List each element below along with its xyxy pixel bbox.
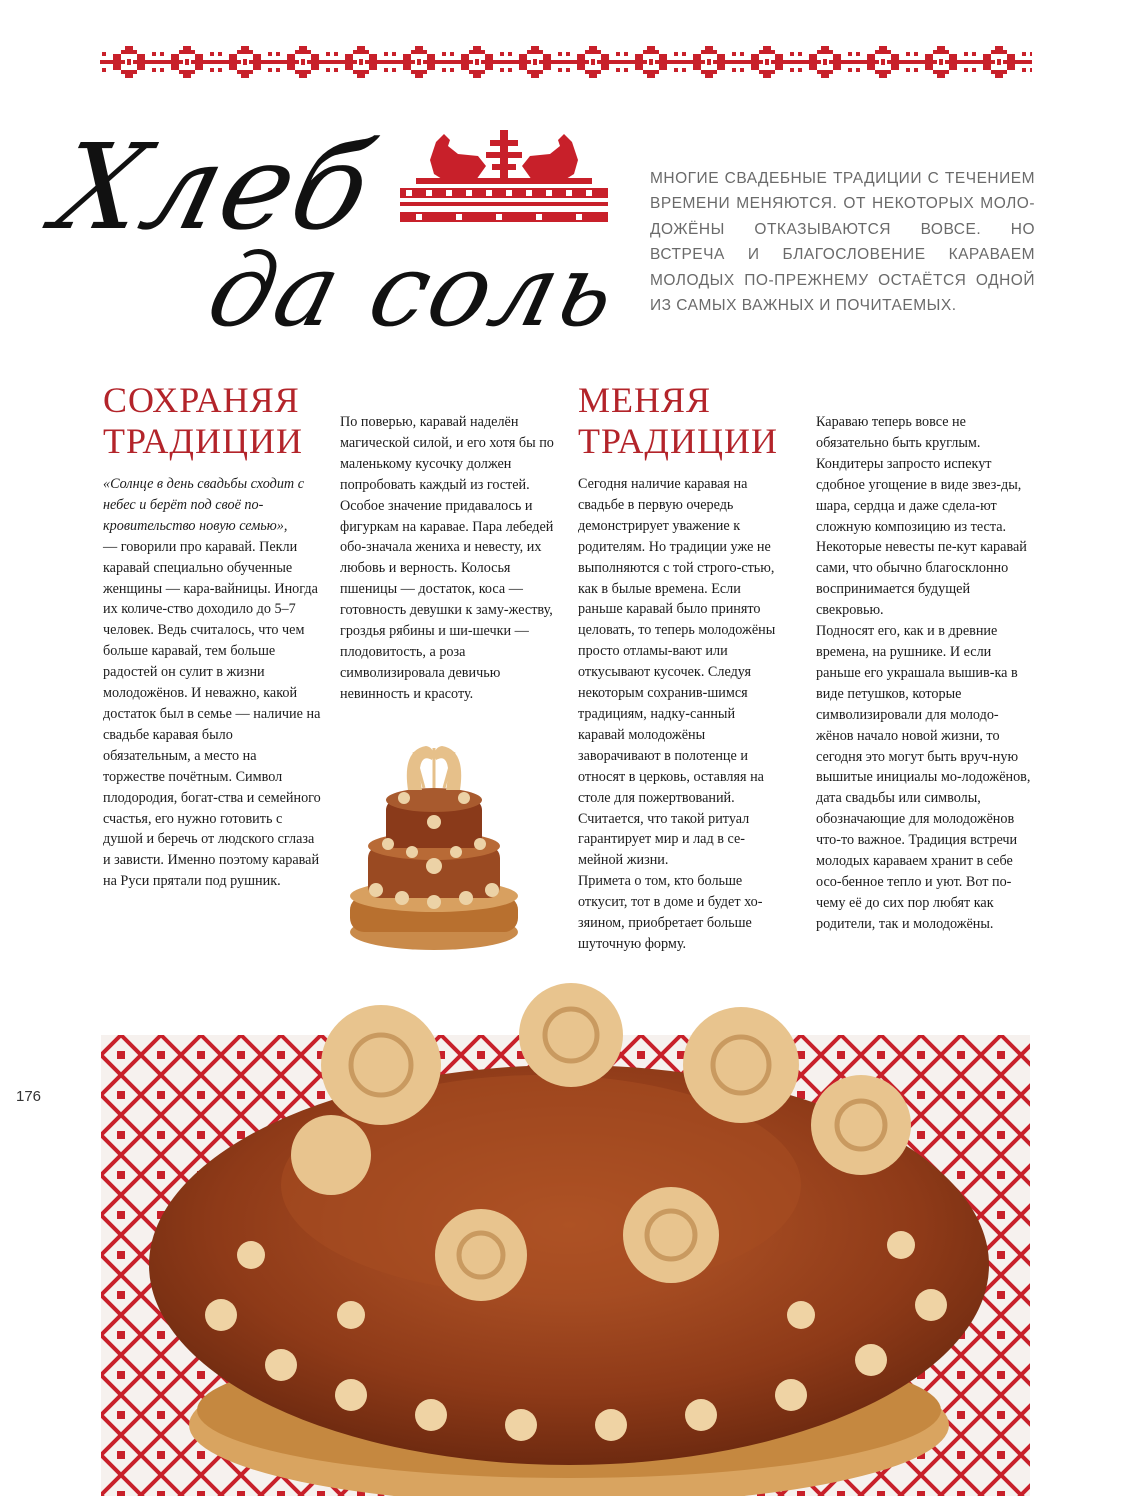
article-paragraph: Караваю теперь вовсе не обязательно быть круглым. Кондитеры запросто испекут сдобное угощение в виде звез-ды, шара, сердца и даже сдела-ют сложную композицию из теста. Некоторые невесты пе-кут каравай сами, что обычно благосклонно воспринимается будущей свекровью. xyxy=(816,414,1027,619)
article-column-1 xyxy=(103,474,321,892)
heading-line: МЕНЯЯ xyxy=(578,380,712,420)
article-paragraph: Подносят его, как и в древние времена, на рушнике. И если раньше его украшала вышив-ка в виде петушков, которые символизировали для молодо-жёнов начало новой жизни, то сегодня это могут быть вруч-ную вышитые инициалы мо-лодожёнов, дата свадьбы или символы, обозначающие для молодожёнов что-то важное. Традиция встречи молодых караваем хранит в себе осо-бенное тепло и уют. Вот по-чему её до сих пор любят как родители, так и молодожёны. xyxy=(816,623,1031,932)
title-line-2: да соль xyxy=(197,232,630,349)
section-heading-changing xyxy=(578,380,808,462)
article-paragraph: Сегодня наличие каравая на свадьбе в первую очередь демонстрирует уважение к родителям. Но традиции уже не выполняются с той строго-стью, как в былые времена. Если раньше каравай было принято целовать, то теперь молодожёны просто отламы-вают или откусывают кусочек. Следуя некоторым сохранив-шимся традициям, надку-санный каравай молодожёны заворачивают в полотенце и относят в церковь, оставляя на столе для пожертвований. Считается, что такой ритуал гарантирует мир и лад в се-мейной жизни. xyxy=(578,476,776,869)
rooster-embroidery-icon xyxy=(396,122,612,226)
title-line-1: Хлеб xyxy=(42,118,387,256)
karavai-photo xyxy=(101,955,1030,1496)
article-column-2 xyxy=(340,412,554,705)
heading-line: ТРАДИЦИИ xyxy=(578,421,778,461)
article-column-3 xyxy=(578,474,783,955)
article-paragraph: Примета о том, кто больше откусит, тот в доме и будет хо-зяином, приобретает больше шуточную форму. xyxy=(578,873,763,952)
article-paragraph: — говорили про каравай. Пекли каравай специально обученные женщины — кара-вайницы. Иногда их количе-ство доходило до 5–7 человек. Ведь считалось, что чем больше каравай, тем больше радостей он сулит в жизни молодожёнов. И неважно, какой достаток был в семье — наличие на свадьбе каравая было обязательным, а место на торжестве почётным. Символ плодородия, богат-ства и семейного счастья, его нужно готовить с душой и беречь от людского сглаза и зависти. Именно поэтому каравай на Руси прятали под рушник. xyxy=(103,538,321,890)
heading-line: ТРАДИЦИИ xyxy=(103,421,303,461)
page-number: 176 xyxy=(16,1088,42,1105)
article-paragraph: По поверью, каравай наделён магической силой, и его хотя бы по маленькому кусочку должен попробовать каждый из гостей. Особое значение придавалось и фигуркам на каравае. Пара лебедей обо-значала жениха и невесту, их любовь и верность. Колосья пшеницы — достаток, коса — готовность девушки к заму-жеству, гроздья рябины и ши-шечки — плодовитость, а роза символизировала девичью невинность и красоту. xyxy=(340,414,554,702)
section-heading-preserving xyxy=(103,380,333,462)
article-column-4 xyxy=(816,412,1034,935)
heading-line: СОХРАНЯЯ xyxy=(103,380,300,420)
ornament-border-icon xyxy=(100,42,1032,82)
tiered-karavai-image xyxy=(346,726,522,952)
article-quote: «Солнце в день свадьбы сходит с небес и берёт под своё по-кровительство новую семью», xyxy=(103,476,305,534)
lead-paragraph: МНОГИЕ СВАДЕБНЫЕ ТРАДИЦИИ С ТЕЧЕНИЕМ ВРЕМЕНИ МЕНЯЮТСЯ. ОТ НЕКОТОРЫХ МОЛО-ДОЖЁНЫ ОТКАЗЫВАЮТСЯ ВОВСЕ. НО ВСТРЕЧА И БЛАГОСЛОВЕНИЕ КАРАВАЕМ МОЛОДЫХ ПО-ПРЕЖНЕМУ ОСТАЁТСЯ ОДНОЙ ИЗ САМЫХ ВАЖНЫХ И ПОЧИТАЕМЫХ. xyxy=(650,170,1035,315)
